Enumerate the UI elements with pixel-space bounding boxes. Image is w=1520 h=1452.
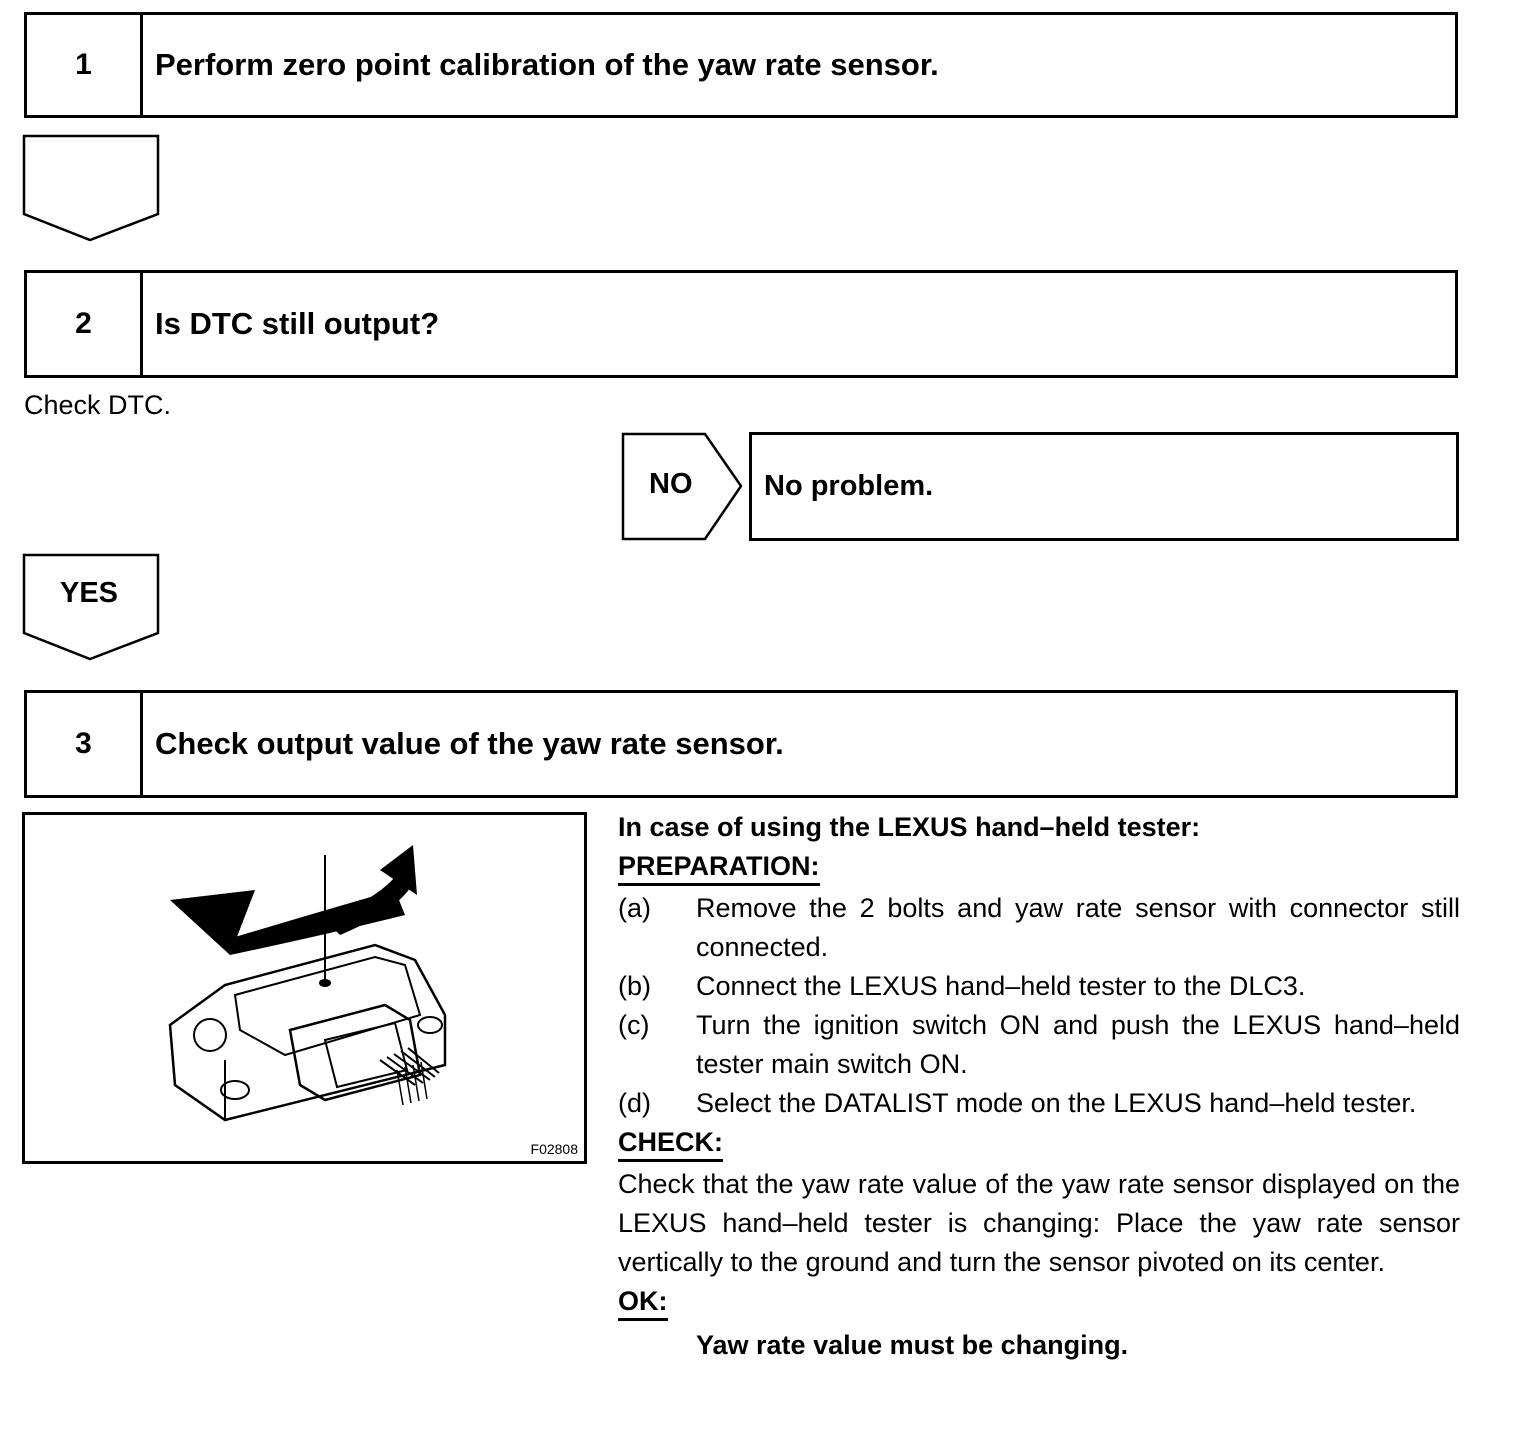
check-header: CHECK: <box>618 1125 723 1162</box>
no-label: NO <box>649 468 693 500</box>
list-item-text: Remove the 2 bolts and yaw rate sensor with connector still connected. <box>696 893 1460 962</box>
no-result-box: No problem. <box>749 432 1459 541</box>
step-number: 3 <box>27 693 143 795</box>
preparation-list <box>618 889 1460 1123</box>
ok-result-text: Yaw rate value must be changing. <box>696 1330 1129 1360</box>
yaw-rate-sensor-figure <box>22 812 587 1164</box>
list-item <box>618 967 1460 1006</box>
step-number: 2 <box>27 273 143 375</box>
list-item-label: (a) <box>618 893 651 923</box>
list-item-text: Select the DATALIST mode on the LEXUS hand–held tester. <box>696 1088 1417 1118</box>
step-number: 1 <box>27 15 143 115</box>
step-title: Perform zero point calibration of the yaw rate sensor. <box>155 47 939 82</box>
ok-header: OK: <box>618 1284 668 1321</box>
down-arrow-empty <box>22 134 162 244</box>
list-item <box>618 1006 1460 1084</box>
list-item-label: (b) <box>618 971 651 1001</box>
down-arrow-icon <box>22 134 162 246</box>
step-3-box <box>24 690 1458 798</box>
figure-id: F02808 <box>530 1141 578 1157</box>
list-item-text: Turn the ignition switch ON and push the LEXUS hand–held tester main switch ON. <box>696 1010 1460 1079</box>
instructions <box>618 808 1460 1365</box>
preparation-header: PREPARATION: <box>618 849 820 886</box>
yes-down-arrow <box>22 553 162 663</box>
list-item-text: Connect the LEXUS hand–held tester to the DLC3. <box>696 971 1306 1001</box>
step-1-box <box>24 12 1458 118</box>
list-item-label: (d) <box>618 1088 651 1118</box>
list-item <box>618 1084 1460 1123</box>
check-dtc-text: Check DTC. <box>24 390 172 420</box>
list-item <box>618 889 1460 967</box>
intro-heading: In case of using the LEXUS hand–held tester: <box>618 812 1201 842</box>
no-branch-arrow <box>621 432 745 542</box>
list-item-label: (c) <box>618 1010 650 1040</box>
step-2-box <box>24 270 1458 378</box>
yaw-rate-sensor-illustration <box>25 815 584 1161</box>
yes-label: YES <box>59 577 119 609</box>
step-title: Check output value of the yaw rate sensor. <box>155 726 784 761</box>
step-title: Is DTC still output? <box>155 306 440 341</box>
check-text: Check that the yaw rate value of the yaw rate sensor displayed on the LEXUS hand–held tester is changing: Place the yaw rate sensor vertically to the ground and turn the sensor pivoted on its center. <box>618 1169 1460 1277</box>
